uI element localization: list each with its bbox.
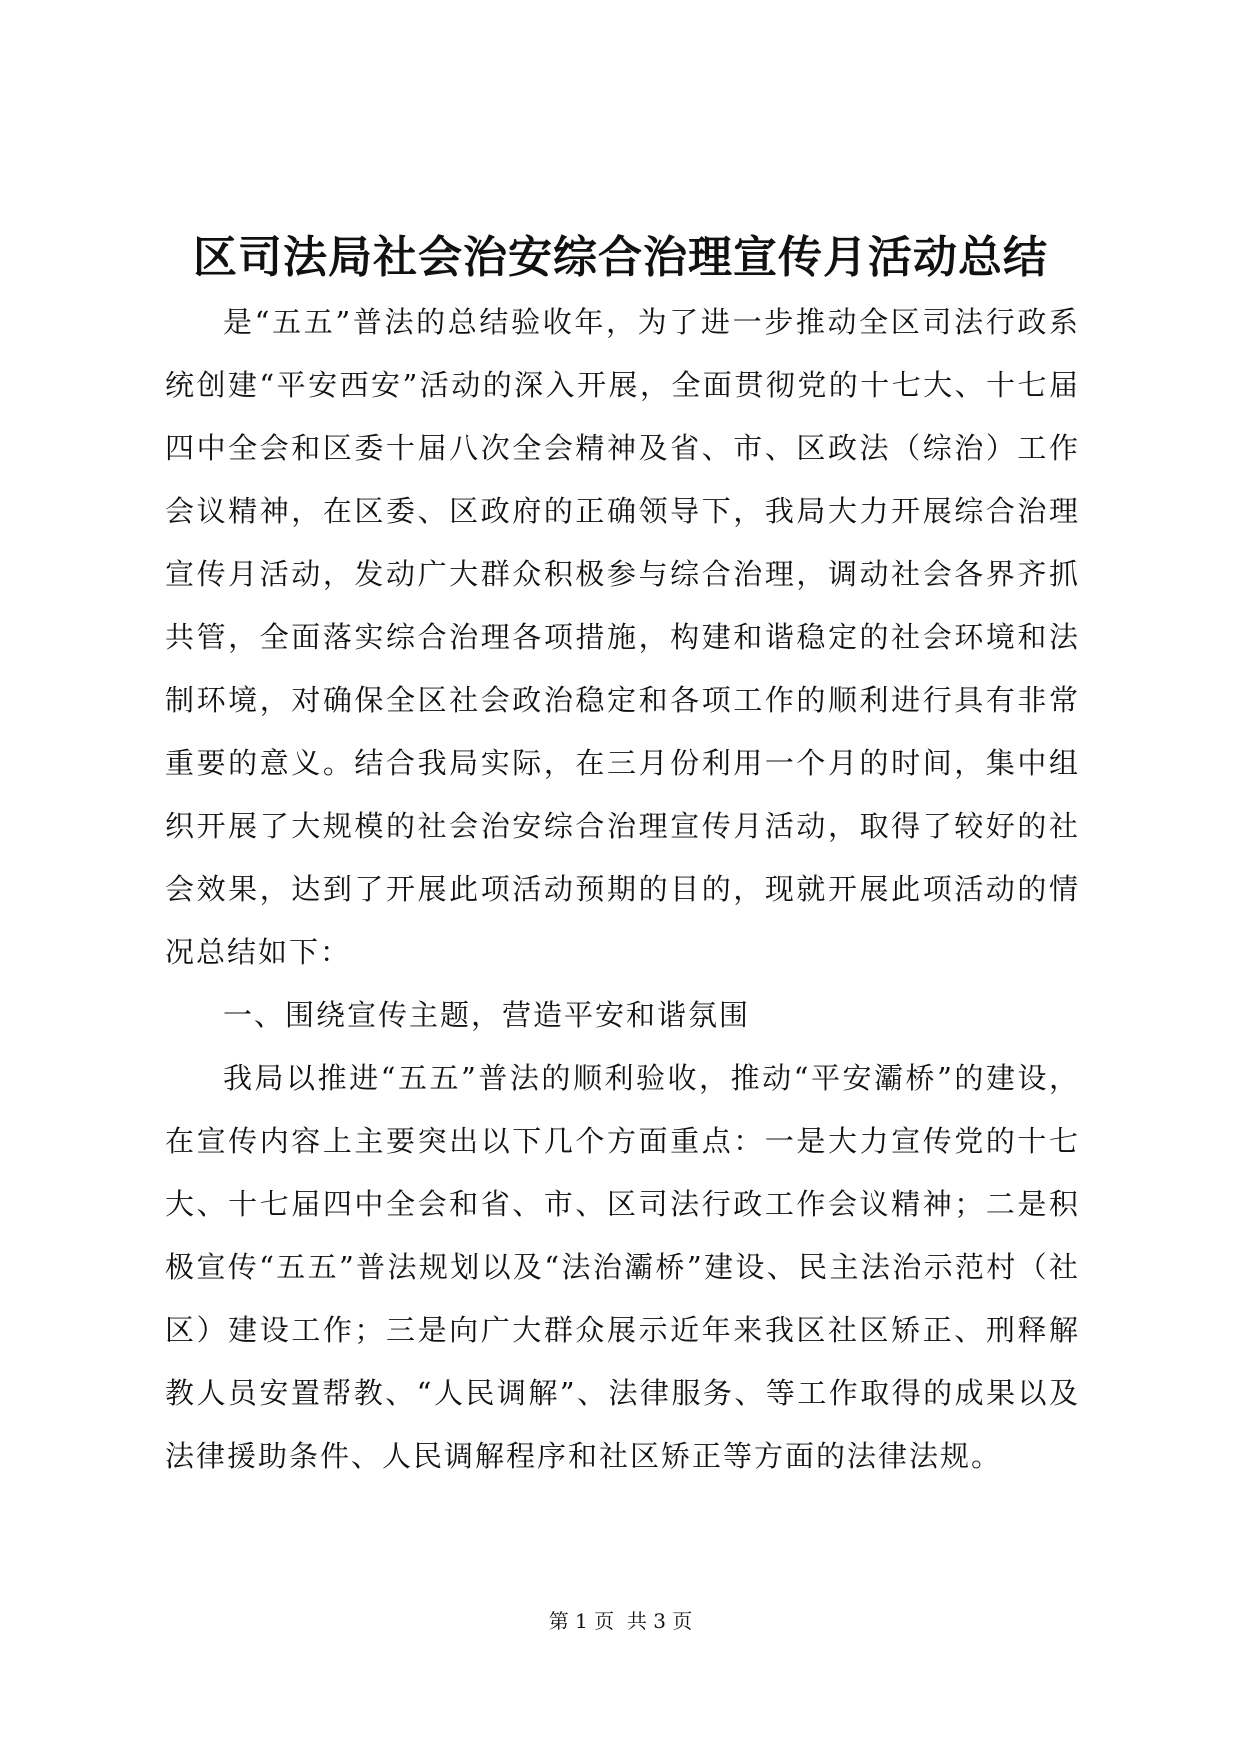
paragraph-intro: 是“五五”普法的总结验收年，为了进一步推动全区司法行政系统创建“平安西安”活动的深入开展，全面贯彻党的十七大、十七届四中全会和区委十届八次全会精神及省、市、区政法（综治）工作会议精神，在区委、区政府的正确领导下，我局大力开展综合治理宣传月活动，发动广大群众积极参与综合治理，调动社会各界齐抓共管，全面落实综合治理各项措施，构建和谐稳定的社会环境和法制环境，对确保全区社会政治稳定和各项工作的顺利进行具有非常重要的意义。结合我局实际，在三月份利用一个月的时间，集中组织开展了大规模的社会治安综合治理宣传月活动，取得了较好的社会效果，达到了开展此项活动预期的目的，现就开展此项活动的情况总结如下： — [165, 305, 1080, 969]
paragraph-section-1: 我局以推进“五五”普法的顺利验收，推动“平安灞桥”的建设，在宣传内容上主要突出以下几个方面重点：一是大力宣传党的十七大、十七届四中全会和省、市、区司法行政工作会议精神；二是积极宣传“五五”普法规划以及“法治灞桥”建设、民主法治示范村（社区）建设工作；三是向广大群众展示近年来我区社区矫正、刑释解教人员安置帮教、“人民调解”、法律服务、等工作取得的成果以及法律援助条件、人民调解程序和社区矫正等方面的法律法规。 — [165, 1061, 1080, 1473]
page-number: 第 1 页 共 3 页 — [548, 1609, 693, 1633]
document-body — [165, 291, 1080, 1488]
document-title: 区司法局社会治安综合治理宣传月活动总结 — [193, 232, 1048, 283]
page-footer — [0, 1606, 1241, 1636]
section-heading-1: 一、围绕宣传主题，营造平安和谐氛围 — [223, 998, 751, 1032]
